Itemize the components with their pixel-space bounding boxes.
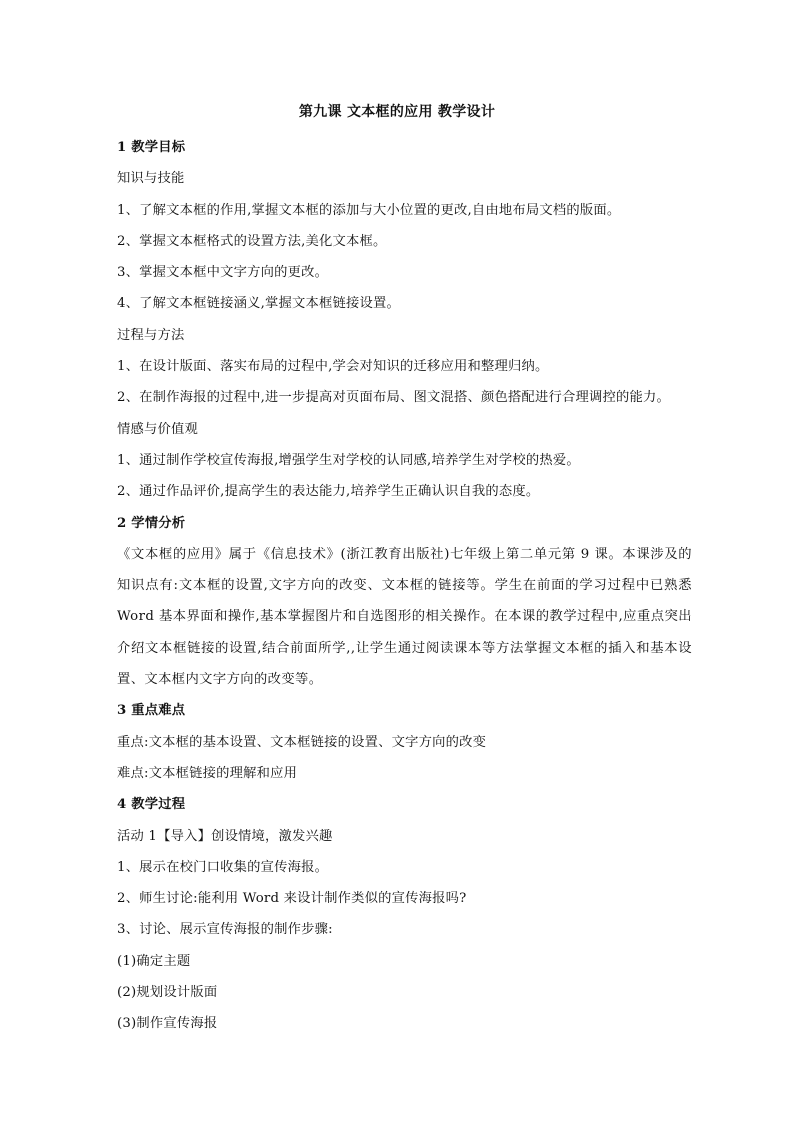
section-heading-process: 4 教学过程 (117, 797, 186, 813)
objective-item: 2、掌握文本框格式的设置方法,美化文本框。 (117, 233, 387, 249)
process-step: (3)制作宣传海报 (117, 1016, 218, 1032)
process-item: 3、讨论、展示宣传海报的制作步骤: (117, 922, 333, 938)
objective-item: 2、通过作品评价,提高学生的表达能力,培养学生正确认识自我的态度。 (117, 484, 540, 500)
objective-item: 3、掌握文本框中文字方向的更改。 (117, 265, 329, 281)
process-item: 2、师生讨论:能利用 Word 来设计制作类似的宣传海报吗? (117, 891, 467, 907)
subheading-process-methods: 过程与方法 (117, 327, 185, 343)
process-item: 1、展示在校门口收集的宣传海报。 (117, 859, 329, 875)
document-body (117, 132, 692, 1040)
document-title: 第九课 文本框的应用 教学设计 (298, 104, 496, 120)
process-step: (2)规划设计版面 (117, 985, 218, 1001)
subheading-knowledge-skills: 知识与技能 (117, 171, 185, 187)
section-heading-objectives: 1 教学目标 (117, 140, 186, 155)
objective-item: 1、在设计版面、落实布局的过程中,学会对知识的迁移应用和整理归纳。 (117, 359, 549, 375)
objective-item: 4、了解文本框链接涵义,掌握文本框链接设置。 (117, 296, 401, 312)
process-step: (1)确定主题 (117, 953, 191, 969)
activity-title: 活动 1【导入】创设情境，激发兴趣 (117, 828, 333, 844)
section-heading-key-points: 3 重点难点 (117, 703, 186, 719)
section-heading-analysis: 2 学情分析 (117, 515, 186, 531)
difficult-point-text: 难点:文本框链接的理解和应用 (117, 765, 298, 781)
objective-item: 2、在制作海报的过程中,进一步提高对页面布局、图文混搭、颜色搭配进行合理调控的能力。 (117, 390, 670, 406)
subheading-emotion-values: 情感与价值观 (117, 421, 198, 437)
objective-item: 1、通过制作学校宣传海报,增强学生对学校的认同感,培养学生对学校的热爱。 (117, 452, 580, 468)
analysis-paragraph: 《文本框的应用》属于《信息技术》(浙江教育出版社)七年级上第二单元第 9 课。本课涉及的知识点有:文本框的设置,文字方向的改变、文本框的链接等。学生在前面的学习过程中已熟悉 Word 基本界面和操作,基本掌握图片和自选图形的相关操作。在本课的教学过程中,应重点突出介绍文本框链接的设置,结合前面所学,,让学生通过阅读课本等方法掌握文本框的插入和基本设置、文本框内文字方向的改变等。 (117, 546, 692, 688)
key-point-text: 重点:文本框的基本设置、文本框链接的设置、文字方向的改变 (117, 734, 487, 750)
objective-item: 1、了解文本框的作用,掌握文本框的添加与大小位置的更改,自由地布局文档的版面。 (117, 202, 621, 218)
